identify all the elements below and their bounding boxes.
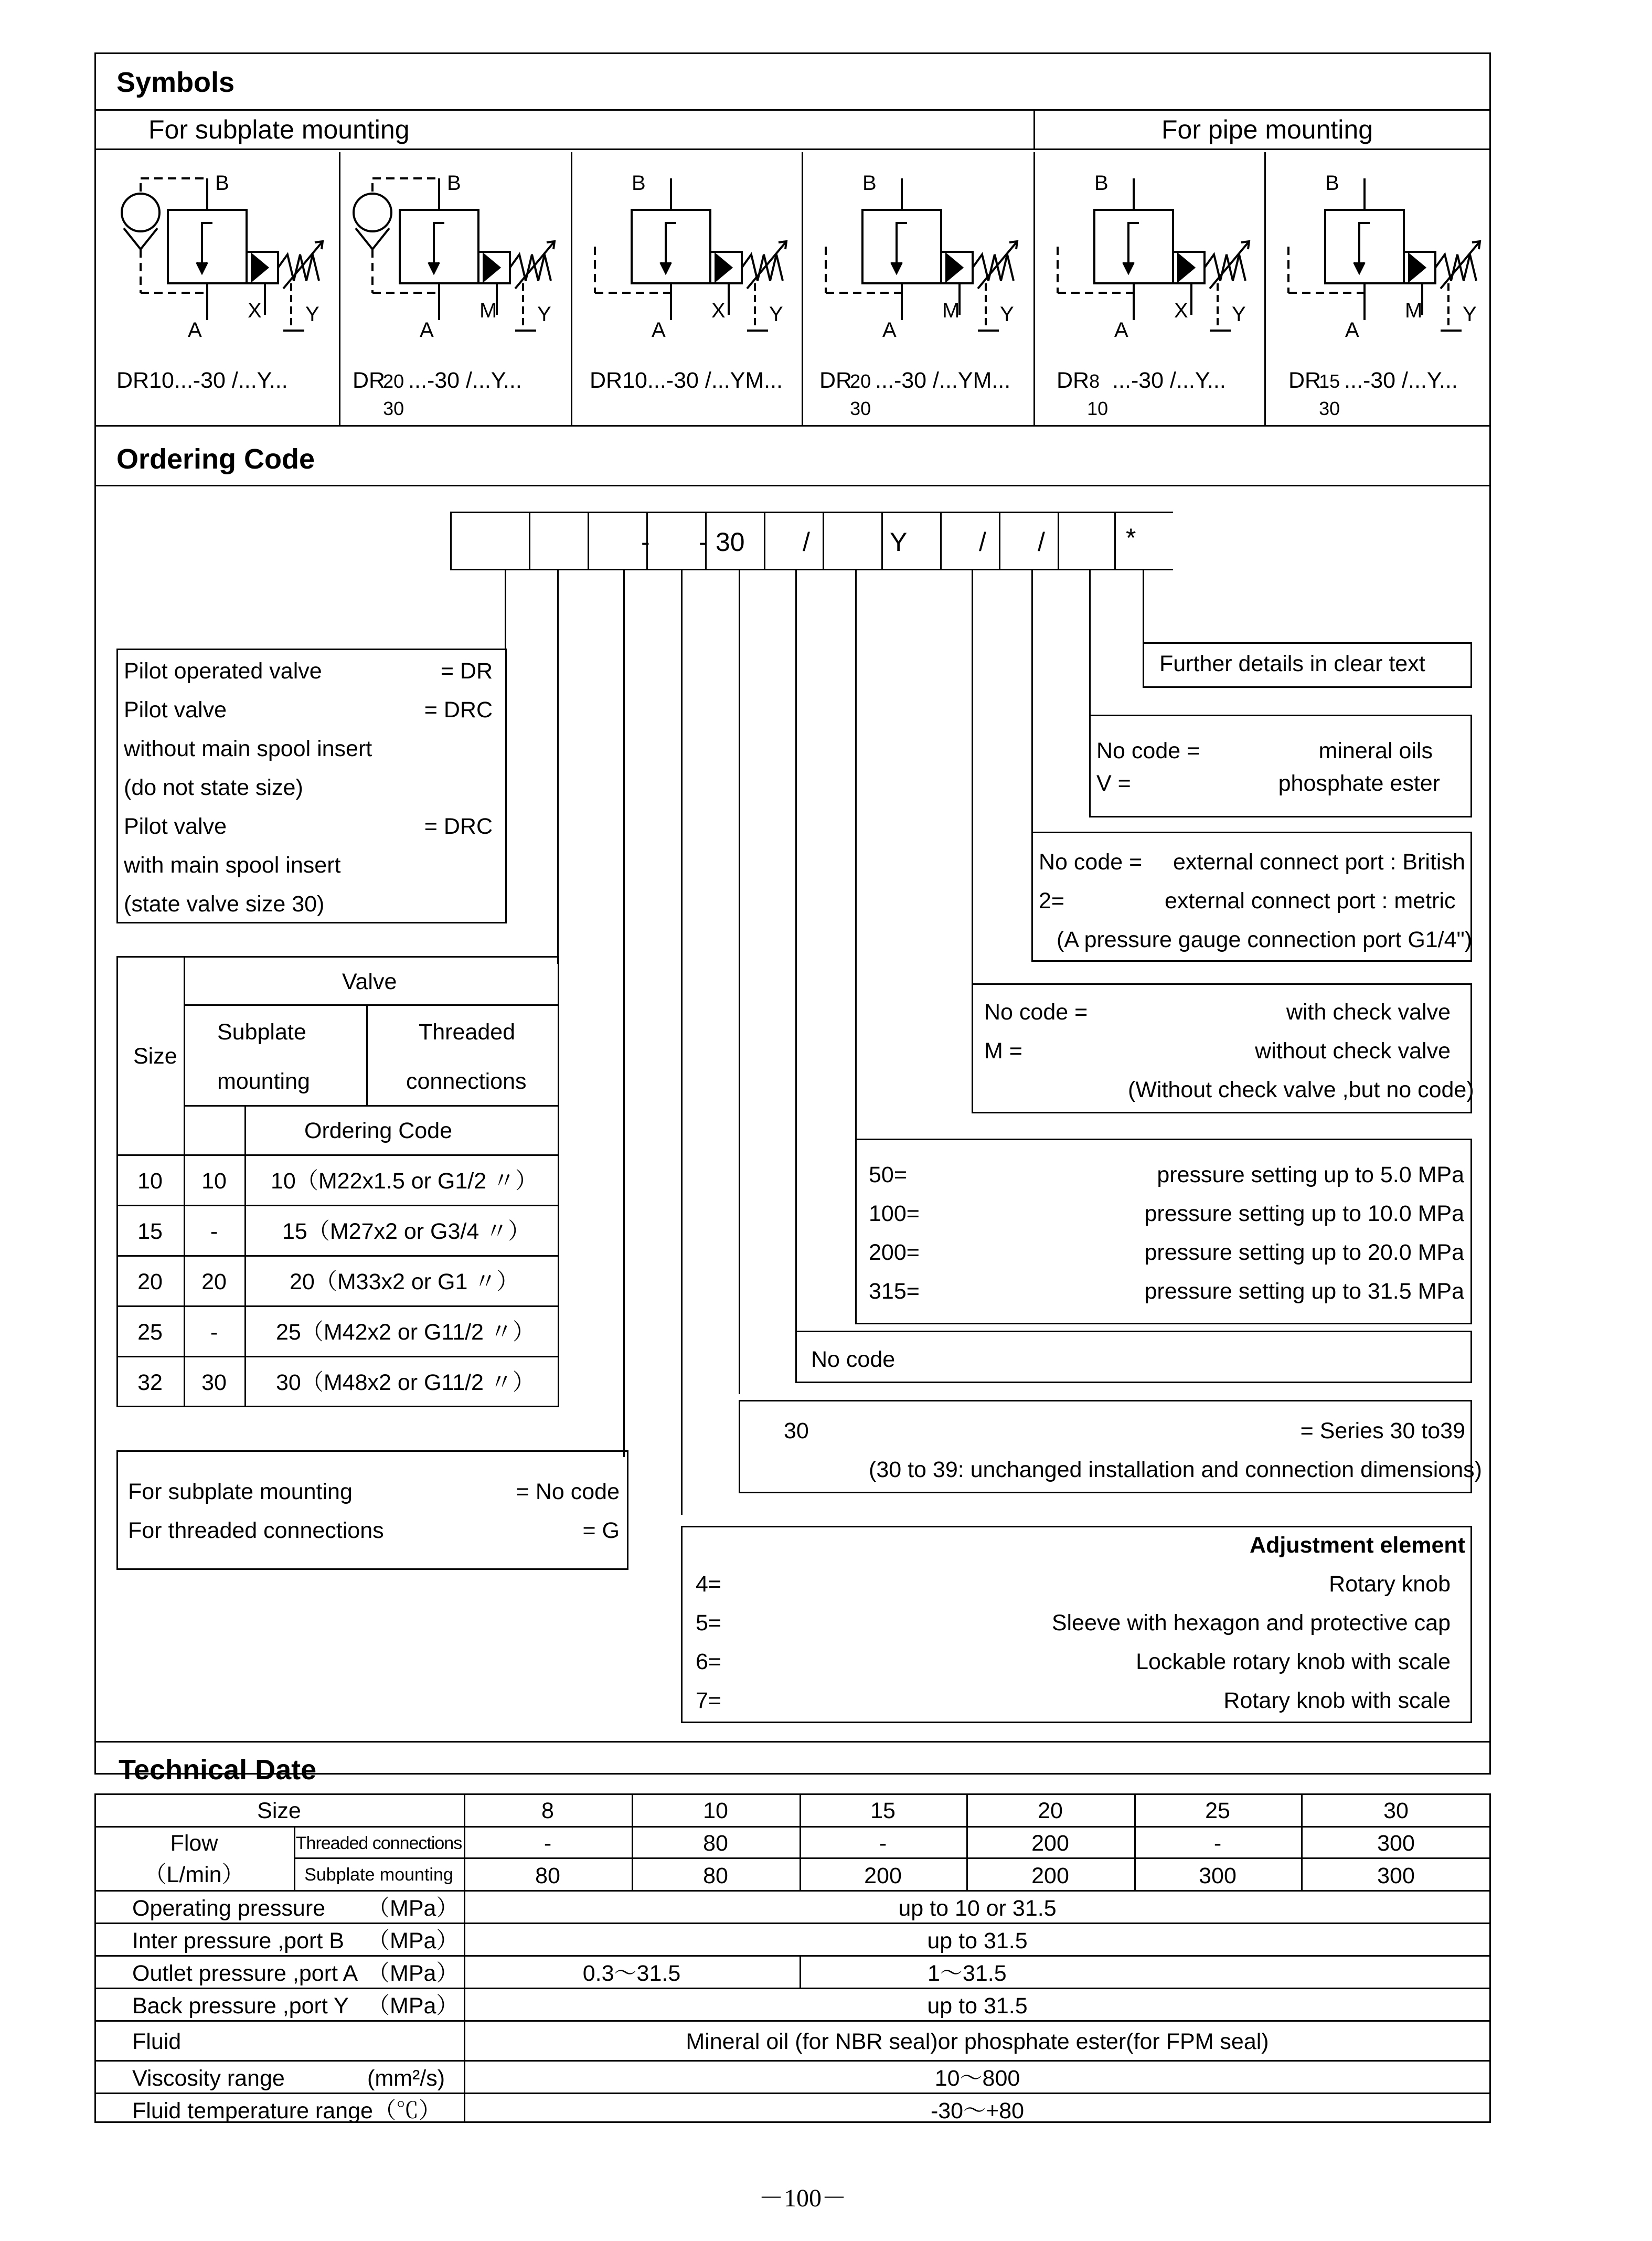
symbol-valve-6 [1267, 163, 1488, 352]
caption-sup: 20 [850, 370, 871, 392]
tech-subplate-value: 200 [864, 1863, 902, 1888]
tech-row-value: up to 10 or 31.5 [898, 1896, 1057, 1921]
adjust-code: 7= [696, 1688, 722, 1713]
tech-row-label: Outlet pressure ,port A [132, 1961, 358, 1986]
divider [1033, 152, 1035, 425]
tech-size: 25 [1205, 1798, 1230, 1823]
divider [1058, 512, 1059, 570]
tech-row-value: 1～31.5 [928, 1961, 1007, 1986]
divider [184, 1105, 559, 1107]
adjust-code: 5= [696, 1610, 722, 1635]
tech-row-unit: （MPa） [367, 1993, 459, 2019]
check-code: No code = [984, 1000, 1088, 1025]
page-number: －100－ [758, 2184, 847, 2212]
size-table-sub: 10 [201, 1169, 227, 1194]
caption-pre: DR10...-30 /...YM... [590, 368, 783, 393]
caption-pre: DR [1057, 368, 1090, 393]
port-x-label: X [1174, 299, 1188, 322]
divider [116, 1356, 559, 1357]
port-code: No code = [1039, 849, 1143, 875]
divider [94, 1955, 1491, 1957]
tech-subplate-value: 300 [1377, 1863, 1415, 1888]
size-table-subplate-header: mounting [217, 1069, 310, 1094]
divider [571, 152, 572, 425]
adjust-code: 4= [696, 1571, 722, 1597]
divider [1114, 512, 1116, 570]
tech-row-label: Viscosity range [132, 2066, 285, 2091]
tech-subplate-value: 200 [1031, 1863, 1069, 1888]
ordering-heading: Ordering Code [116, 443, 315, 475]
symbol-caption-6 [1288, 368, 1458, 419]
port-x-label: X [711, 299, 726, 322]
divider [94, 1988, 1491, 1989]
divider [294, 1857, 1491, 1859]
tech-subplate-value: 80 [535, 1863, 560, 1888]
divider [94, 2020, 1491, 2022]
divider [339, 152, 340, 425]
tech-threaded-label: Threaded connections [295, 1833, 462, 1853]
symbols-heading: Symbols [116, 67, 235, 98]
divider [116, 1255, 559, 1257]
valve-type-label: (state valve size 30) [124, 891, 325, 917]
connector-line [1143, 570, 1144, 644]
technical-heading: Technical Date [119, 1754, 317, 1786]
port-x-label: X [248, 299, 262, 322]
symbol-caption-3 [590, 369, 783, 392]
caption-pre: DR10...-30 /...Y... [116, 368, 288, 393]
tech-threaded-value: 200 [1031, 1831, 1069, 1856]
adjustment-heading: Adjustment element [1250, 1533, 1465, 1558]
divider [529, 512, 530, 570]
divider [116, 1305, 559, 1307]
size-table-subplate-header: Subplate [217, 1019, 306, 1045]
tech-subplate-value: 300 [1199, 1863, 1237, 1888]
adjust-code: 6= [696, 1649, 722, 1674]
port-b-label: B [862, 172, 877, 195]
tech-row-unit: (mm²/s) [367, 2066, 445, 2091]
tech-row-value: Mineral oil (for NBR seal)or phosphate ester(for FPM seal) [686, 2029, 1269, 2054]
mounting-code: = No code [516, 1479, 620, 1504]
connector-line [1089, 570, 1091, 717]
divider [184, 1004, 559, 1006]
valve-type-code: = DRC [424, 814, 493, 839]
seal-code: No code = [1096, 738, 1200, 763]
size-table-sub: 20 [201, 1269, 227, 1294]
pressure-code: 50= [869, 1162, 907, 1187]
tech-subplate-label: Subplate mounting [304, 1865, 453, 1885]
pressure-desc: pressure setting up to 20.0 MPa [1144, 1240, 1464, 1265]
tech-flow-unit: （L/min） [144, 1862, 244, 1887]
port-note: (A pressure gauge connection port G1/4") [1057, 927, 1473, 952]
caption-sup: 8 [1089, 370, 1100, 392]
connector-line [1031, 570, 1033, 833]
size-table-size: 25 [137, 1320, 163, 1345]
tech-size: 10 [703, 1798, 728, 1823]
port-a-label: A [188, 318, 202, 342]
valve-type-label: without main spool insert [124, 736, 372, 761]
port-m-label: M [942, 299, 960, 322]
mounting-code: = G [582, 1518, 620, 1543]
port-y-label: Y [537, 303, 551, 326]
tech-row-label: Fluid temperature range [132, 2098, 373, 2123]
divider [94, 1890, 1491, 1892]
port-code: 2= [1039, 888, 1065, 914]
subplate-mounting-label: For subplate mounting [148, 115, 410, 144]
size-table-threaded-header: Threaded [419, 1019, 516, 1045]
caption-pre: DR [1288, 368, 1321, 393]
code-slash-3: / [1038, 527, 1045, 557]
divider [94, 148, 1491, 150]
port-b-label: B [632, 172, 646, 195]
tech-size-label: Size [257, 1798, 301, 1823]
size-table-size: 32 [137, 1370, 163, 1395]
connector-line [855, 570, 857, 1142]
size-table-sub: - [210, 1219, 218, 1244]
connector-line [795, 570, 797, 1331]
further-details-text: Further details in clear text [1159, 651, 1425, 676]
connector-line [739, 570, 740, 1394]
tech-size: 20 [1038, 1798, 1063, 1823]
caption-sub: 30 [383, 398, 404, 419]
divider [94, 1826, 1491, 1828]
no-code-box [795, 1331, 1472, 1383]
caption-sub: 10 [1087, 398, 1109, 419]
check-note: (Without check valve ,but no code) [1128, 1077, 1474, 1102]
caption-sub: 30 [1319, 398, 1340, 419]
symbol-caption-2 [353, 368, 522, 419]
seal-desc: phosphate ester [1278, 771, 1440, 796]
tech-size: 8 [541, 1798, 554, 1823]
caption-sub: 30 [850, 398, 871, 419]
tech-size: 30 [1383, 1798, 1409, 1823]
tech-row-unit: （MPa） [367, 1896, 459, 1921]
port-y-label: Y [769, 303, 783, 326]
code-slash-1: / [803, 527, 810, 557]
port-b-label: B [215, 172, 229, 195]
symbol-valve-1 [110, 163, 331, 352]
tech-row-unit: （℃） [374, 2098, 441, 2123]
tech-row-label: Inter pressure ,port B [132, 1928, 344, 1953]
series-desc: = Series 30 to39 [1300, 1418, 1465, 1443]
mounting-label: For threaded connections [128, 1518, 384, 1543]
tech-row-value: up to 31.5 [927, 1928, 1028, 1953]
port-a-label: A [882, 318, 897, 342]
adjust-desc: Sleeve with hexagon and protective cap [1051, 1610, 1451, 1635]
caption-post: ...-30 /...YM... [875, 368, 1011, 393]
code-star: * [1126, 523, 1136, 553]
symbol-valve-3 [574, 163, 794, 352]
code-dash-2: - [699, 527, 708, 557]
tech-row-value: -30～+80 [930, 2098, 1025, 2123]
divider [800, 1955, 801, 1988]
valve-type-label: Pilot valve [124, 814, 227, 839]
tech-subplate-value: 80 [703, 1863, 728, 1888]
size-table-size: 10 [137, 1169, 163, 1194]
tech-row-value: up to 31.5 [927, 1993, 1028, 2019]
seal-code: V = [1096, 771, 1131, 796]
size-table-sub: 30 [201, 1370, 227, 1395]
port-b-label: B [1094, 172, 1109, 195]
divider [1033, 109, 1035, 149]
divider [94, 485, 1491, 486]
code-series: 30 [716, 527, 745, 557]
check-desc: with check valve [1286, 1000, 1451, 1025]
tech-threaded-value: - [1213, 1831, 1222, 1856]
caption-post: ...-30 /...Y... [1344, 368, 1458, 393]
size-table-threaded-header: connections [406, 1069, 527, 1094]
port-m-label: M [1405, 299, 1423, 322]
divider [366, 1004, 368, 1106]
connector-line [972, 570, 973, 1001]
caption-post: ...-30 /...Y... [408, 368, 522, 393]
size-table-ordering-header: Ordering Code [304, 1118, 453, 1143]
tech-threaded-value: 300 [1377, 1831, 1415, 1856]
check-code: M = [984, 1038, 1022, 1064]
port-b-label: B [447, 172, 461, 195]
tech-row-value: 0.3～31.5 [582, 1961, 681, 1986]
divider [94, 425, 1491, 427]
port-y-label: Y [1463, 303, 1477, 326]
caption-pre: DR [353, 368, 386, 393]
tech-threaded-value: 80 [703, 1831, 728, 1856]
tech-row-value: 10～800 [934, 2066, 1020, 2091]
tech-row-unit: （MPa） [367, 1961, 459, 1986]
pressure-code: 315= [869, 1279, 920, 1304]
caption-sup: 15 [1319, 370, 1340, 392]
connector-line [623, 570, 625, 1457]
code-slash-2: / [979, 527, 986, 557]
symbol-caption-1 [116, 369, 288, 392]
pressure-code: 200= [869, 1240, 920, 1265]
port-a-label: A [420, 318, 434, 342]
symbol-valve-2 [342, 163, 562, 352]
size-table-code: 15（M27x2 or G3/4 〃） [282, 1219, 531, 1244]
connector-line [505, 570, 506, 649]
size-table-size: 15 [137, 1219, 163, 1244]
pipe-mounting-label: For pipe mounting [1161, 115, 1373, 144]
tech-flow-label: Flow [170, 1831, 218, 1856]
seals-box [1089, 715, 1472, 817]
divider [116, 1154, 559, 1156]
mounting-label: For subplate mounting [128, 1479, 353, 1504]
size-table-code: 20（M33x2 or G1 〃） [290, 1269, 519, 1294]
divider [94, 2060, 1491, 2062]
connector-line [557, 570, 559, 964]
divider [823, 512, 824, 570]
ordering-code-strip [450, 512, 1173, 570]
valve-type-code: = DR [440, 659, 493, 684]
pressure-desc: pressure setting up to 5.0 MPa [1157, 1162, 1464, 1187]
port-desc: external connect port : British [1173, 849, 1465, 875]
divider [802, 152, 803, 425]
divider [999, 512, 1000, 570]
divider [116, 1205, 559, 1206]
tech-threaded-value: - [879, 1831, 887, 1856]
caption-pre: DR [819, 368, 852, 393]
divider [94, 1923, 1491, 1924]
no-code-text: No code [811, 1347, 896, 1372]
port-a-label: A [1345, 318, 1359, 342]
symbol-valve-4 [805, 163, 1025, 352]
size-table-size: 20 [137, 1269, 163, 1294]
divider [764, 512, 765, 570]
valve-type-label: Pilot operated valve [124, 659, 322, 684]
code-dash-1: - [641, 527, 650, 557]
valve-type-label: with main spool insert [124, 853, 341, 878]
divider [881, 512, 883, 570]
caption-post: ...-30 /...Y... [1112, 368, 1226, 393]
valve-type-code: = DRC [424, 697, 493, 723]
tech-row-label: Fluid [132, 2029, 182, 2054]
seal-desc: mineral oils [1318, 738, 1433, 763]
adjust-desc: Lockable rotary knob with scale [1136, 1649, 1451, 1674]
caption-sup: 20 [383, 370, 404, 392]
size-table-code: 25（M42x2 or G11/2 〃） [276, 1320, 535, 1345]
tech-row-label: Back pressure ,port Y [132, 1993, 349, 2019]
code-y: Y [890, 527, 908, 557]
port-y-label: Y [1000, 303, 1014, 326]
size-table-valve-header: Valve [342, 969, 397, 994]
size-table-size-header: Size [133, 1044, 177, 1069]
divider [588, 512, 589, 570]
check-desc: without check valve [1255, 1038, 1451, 1064]
valve-type-label: (do not state size) [124, 775, 303, 800]
divider [940, 512, 942, 570]
valve-type-label: Pilot valve [124, 697, 227, 723]
port-m-label: M [479, 299, 497, 322]
port-a-label: A [1114, 318, 1128, 342]
adjust-desc: Rotary knob [1329, 1571, 1451, 1597]
divider [94, 2093, 1491, 2094]
port-a-label: A [652, 318, 666, 342]
tech-row-label: Operating pressure [132, 1896, 326, 1921]
divider [1264, 152, 1266, 425]
port-y-label: Y [1232, 303, 1246, 326]
symbol-caption-5 [1057, 368, 1226, 419]
symbol-caption-4 [819, 368, 1011, 419]
size-table-sub: - [210, 1320, 218, 1345]
tech-threaded-value: - [543, 1831, 552, 1856]
port-desc: external connect port : metric [1165, 888, 1456, 914]
pressure-desc: pressure setting up to 10.0 MPa [1144, 1201, 1464, 1226]
adjust-desc: Rotary knob with scale [1223, 1688, 1451, 1713]
size-table-code: 10（M22x1.5 or G1/2 〃） [271, 1169, 538, 1194]
divider [94, 109, 1491, 111]
port-b-label: B [1325, 172, 1339, 195]
symbol-valve-5 [1037, 163, 1257, 352]
pressure-code: 100= [869, 1201, 920, 1226]
tech-row-unit: （MPa） [367, 1928, 459, 1953]
tech-size: 15 [870, 1798, 896, 1823]
connector-line [681, 570, 683, 1515]
series-code: 30 [784, 1418, 809, 1443]
pressure-desc: pressure setting up to 31.5 MPa [1144, 1279, 1464, 1304]
port-y-label: Y [305, 303, 319, 326]
series-note: (30 to 39: unchanged installation and connection dimensions) [869, 1457, 1482, 1482]
mounting-box [116, 1450, 628, 1570]
divider [94, 1741, 1491, 1743]
size-table-code: 30（M48x2 or G11/2 〃） [276, 1370, 535, 1395]
